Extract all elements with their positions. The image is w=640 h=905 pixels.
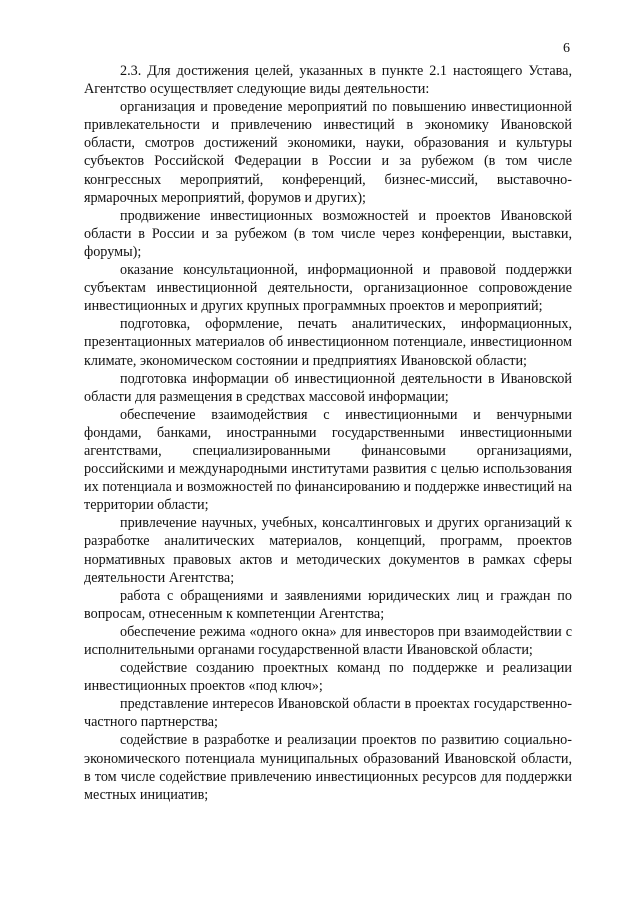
paragraph-item: содействие созданию проектных команд по поддержке и реализации инвестиционных проектов «под ключ»;	[84, 660, 572, 695]
paragraph-item: обеспечение режима «одного окна» для инвесторов при взаимодействии с исполнительными органами государственной власти Ивановской области;	[84, 623, 572, 658]
paragraph-item: привлечение научных, учебных, консалтинговых и других организаций к разработке аналитических материалов, концепций, программ, проектов нормативных правовых актов и методических документов в рамках сферы деятельности Агентства;	[84, 515, 572, 586]
paragraph-intro: 2.3. Для достижения целей, указанных в пункте 2.1 настоящего Устава, Агентство осуществляет следующие виды деятельности:	[84, 63, 572, 98]
paragraph-item: продвижение инвестиционных возможностей и проектов Ивановской области в России и за рубежом (в том числе через конференции, выставки, форумы);	[84, 207, 572, 260]
page-number: 6	[563, 41, 570, 56]
paragraph-item: содействие в разработке и реализации проектов по развитию социально-экономического потенциала муниципальных образований Ивановской области, в том числе содействие привлечению инвестиционных ресурсов для поддержки местных инициатив;	[84, 732, 572, 803]
paragraph-item: подготовка информации об инвестиционной деятельности в Ивановской области для размещения в средствах массовой информации;	[84, 370, 572, 405]
paragraph-item: обеспечение взаимодействия с инвестиционными и венчурными фондами, банками, иностранными государственными инвестиционными агентствами, специализированными финансовыми организациями, российскими и международными институтами развития с целью использования их потенциала и возможностей по финансированию и поддержке инвестиций на территории области;	[84, 406, 572, 514]
paragraph-item: работа с обращениями и заявлениями юридических лиц и граждан по вопросам, отнесенным к компетенции Агентства;	[84, 587, 572, 622]
paragraph-item: организация и проведение мероприятий по повышению инвестиционной привлекательности и привлечению инвестиций в экономику Ивановской области, смотров достижений экономики, науки, образования и культуры субъектов Российской Федерации в России и за рубежом (в том числе конгрессных мероприятий, конференций, бизнес-миссий, выставочно-ярмарочных мероприятий, форумов и других);	[84, 99, 572, 206]
document-body	[84, 62, 572, 804]
paragraph-item: оказание консультационной, информационной и правовой поддержки субъектам инвестиционной деятельности, организационное сопровождение инвестиционных и других крупных программных проектов и мероприятий;	[84, 262, 572, 315]
paragraph-item: представление интересов Ивановской области в проектах государственно-частного партнерства;	[84, 696, 572, 731]
paragraph-item: подготовка, оформление, печать аналитических, информационных, презентационных материалов об инвестиционном потенциале, инвестиционном климате, экономическом состоянии и предприятиях Ивановской области;	[84, 316, 572, 369]
